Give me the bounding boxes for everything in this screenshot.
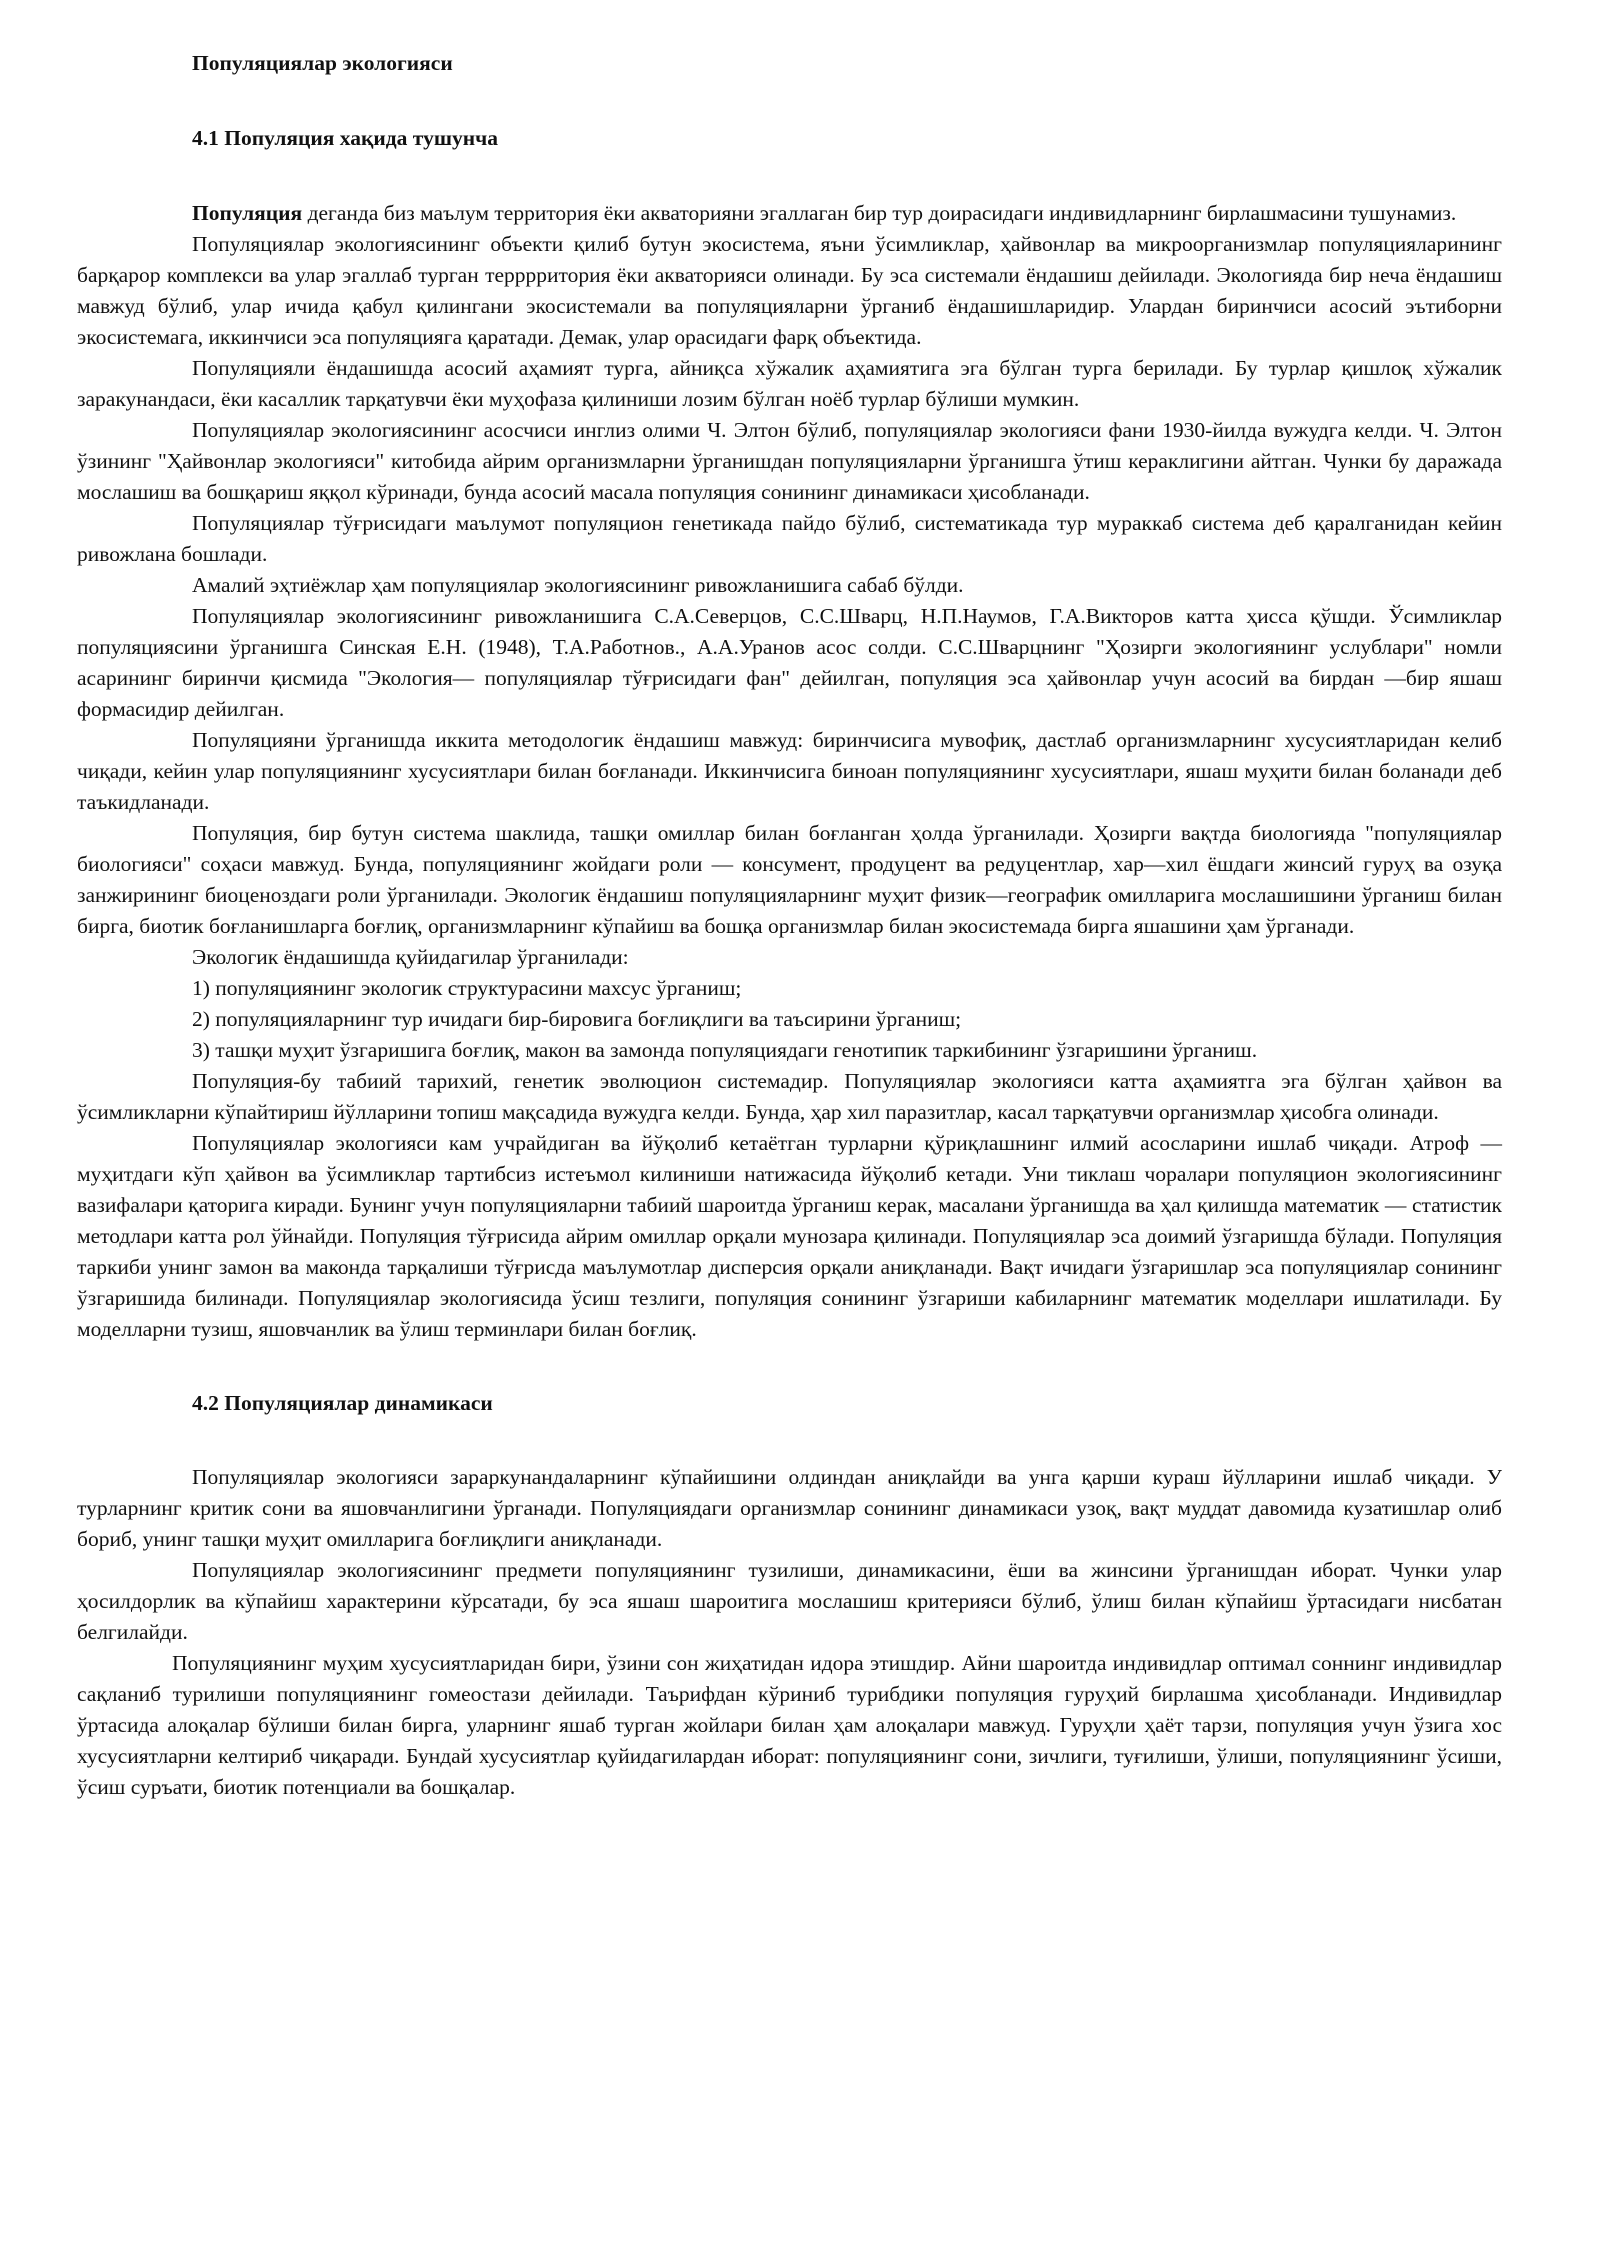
paragraph: Популяциялар экологиясининг ривожланишига С.А.Северцов, С.С.Шварц, Н.П.Наумов, Г.А.Викторов катта ҳисса қўшди. Ўсимликлар популяциясини ўрганишга Синская Е.Н. (1948), Т.А.Работнов., А.А.Уранов асос солди. С.С.Шварцнинг "Ҳозирги экологиянинг услублари" номли асарининг биринчи қисмида "Экология— популяциялар тўғрисидаги фан" дейилган, популяция эса ҳайвонлар учун асосий ва бирдан —бир яшаш формасидир дейилган. [77,604,1502,721]
paragraph: Популяцияли ёндашишда асосий аҳамият турга, айниқса хўжалик аҳамиятига эга бўлган турга берилади. Бу турлар қишлоқ хўжалик заракунандаси, ёки касаллик тарқатувчи ёки муҳофаза қилиниши лозим бўлган ноёб турлар бўлиши мумкин. [77,356,1502,411]
list-item: 2) популяцияларнинг тур ичидаги бир-бировига боғлиқлиги ва таъсирини ўрганиш; [192,1007,962,1031]
spacer [77,79,1502,123]
list-item: 1) популяциянинг экологик структурасини махсус ўрганиш; [192,976,742,1000]
paragraph: Популяция, бир бутун система шаклида, ташқи омиллар билан боғланган ҳолда ўрганилади. Ҳозирги вақтда биологияда "популяциялар биологияси" соҳаси мавжуд. Бунда, популяциянинг жойдаги роли — консумент, продуцент ва редуцентлар, хар—хил ёшдаги жинсий гуруҳ ва озуқа занжирининг биоценоздаги роли ўрганилади. Экологик ёндашиш популяцияларнинг муҳит физик—географик омилларига мослашишини ўрганиш билан бирга, биотик боғланишларга боғлиқ, организмларнинг кўпайиш ва бошқа организмлар билан экосистемада бирга яшашини ҳам ўрганади. [77,821,1502,938]
document-title: Популяциялар экологияси [192,51,453,75]
spacer [77,1419,1502,1462]
spacer [77,1345,1502,1388]
list-item: 3) ташқи муҳит ўзгаришига боғлиқ, макон ва замонда популяциядаги генотипик таркибининг ўзгаришини ўрганиш. [192,1038,1258,1062]
paragraph: Популяциялар тўғрисидаги маълумот популяцион генетикада пайдо бўлиб, систематикада тур мураккаб система деб қаралганидан кейин ривожлана бошлади. [77,511,1502,566]
spacer [77,154,1502,198]
paragraph: Популяцияни ўрганишда иккита методологик ёндашиш мавжуд: биринчисига мувофиқ, дастлаб организмларнинг хусусиятларидан келиб чиқади, кейин улар популяциянинг хусусиятлари билан боғланади. Иккинчисига биноан популяциянинг хусусиятлари, яшаш муҳити билан боланади деб таъкидланади. [77,728,1502,814]
paragraph: Популяциялар экологияси кам учрайдиган ва йўқолиб кетаётган турларни қўриқлашнинг илмий асосларини ишлаб чиқади. Атроф — муҳитдаги кўп ҳайвон ва ўсимликлар тартибсиз истеъмол килиниши натижасида йўқолиб кетади. Уни тиклаш чоралари популяцион экологиясининг вазифалари қаторига киради. Бунинг учун популяцияларни табиий шароитда ўрганиш керак, масалани ўрганишда ва ҳал қилишда математик — статистик методлари катта рол ўйнайди. Популяция тўғрисида айрим омиллар орқали мунозара қилинади. Популяциялар эса доимий ўзгаришда бўлади. Популяция таркиби унинг замон ва маконда тарқалиши тўғрисда маълумотлар дисперсия орқали аниқланади. Вақт ичидаги ўзгаришлар эса популяциялар сонининг ўзгаришида билинади. Популяциялар экологиясида ўсиш тезлиги, популяция сонининг ўзгариши кабиларнинг математик моделлари ишлатилади. Бу моделларни тузиш, яшовчанлик ва ўлиш терминлари билан боғлиқ. [77,1131,1502,1341]
paragraph: Популяция-бу табиий тарихий, генетик эволюцион системадир. Популяциялар экологияси катта аҳамиятга эга бўлган ҳайвон ва ўсимликларни кўпайтириш йўлларини топиш мақсадида вужудга келди. Бунда, ҳар хил паразитлар, касал тарқатувчи организмлар ҳисобга олинади. [77,1069,1502,1124]
paragraph: Популяциялар экологияси зараркунандаларнинг кўпайишини олдиндан аниқлайди ва унга қарши кураш йўлларини ишлаб чиқади. У турларнинг критик сони ва яшовчанлигини ўрганади. Популяциядаги организмлар сонининг динамикаси узоқ, вақт муддат давомида кузатишлар олиб бориб, унинг ташқи муҳит омилларига боғлиқлиги аниқланади. [77,1465,1502,1551]
paragraph: Популяциялар экологиясининг предмети популяциянинг тузилиши, динамикасини, ёши ва жинсини ўрганишдан иборат. Чунки улар ҳосилдорлик ва кўпайиш характерини кўрсатади, бу эса яшаш шароитига мослашиш критерияси бўлиб, ўлиш билан кўпайиш ўртасидаги нисбатан белгилайди. [77,1558,1502,1644]
paragraph: Экологик ёндашишда қуйидагилар ўрганилади: [192,945,629,969]
section-2-heading: 4.2 Популяциялар динамикаси [192,1391,493,1415]
paragraph: Популяциянинг муҳим хусусиятларидан бири, ўзини сон жиҳатидан идора этишдир. Айни шароитда индивидлар оптимал соннинг индивидлар сақланиб турилиши популяциянинг гомеостази дейилади. Таърифдан кўриниб турибдики популяция гуруҳий бирлашма ҳисобланади. Индивидлар ўртасида алоқалар бўлиши билан бирга, уларнинг яшаб турган жойлари билан ҳам алоқалари мавжуд. Гуруҳли ҳаёт тарзи, популяция учун ўзига хос хусусиятларни келтириб чиқаради. Бундай хусусиятлар қуйидагилардан иборат: популяциянинг сони, зичлиги, туғилиши, ўлиши, популяциянинг ўсиши, ўсиш суръати, биотик потенциали ва бошқалар. [77,1651,1502,1799]
paragraph-definition [77,198,1502,229]
paragraph: Популяциялар экологиясининг объекти қилиб бутун экосистема, яъни ўсимликлар, ҳайвонлар ва микроорганизмлар популяцияларининг барқарор комплекси ва улар эгаллаб турган терррритория ёки акваторияси олинади. Бу эса системали ёндашиш дейилади. Экологияда бир неча ёндашиш мавжуд бўлиб, улар ичида қабул қилингани экосистемали ва популяцияларни ўрганиб ёндашишларидир. Улардан биринчиси асосий эътиборни экосистемага, иккинчиси эса популяцияга қаратади. Демак, улар орасидаги фарқ объектида. [77,232,1502,349]
paragraph: Амалий эҳтиёжлар ҳам популяциялар экологиясининг ривожланишига сабаб бўлди. [192,573,964,597]
defined-term: Популяция [192,201,303,225]
paragraph: Популяциялар экологиясининг асосчиси инглиз олими Ч. Элтон бўлиб, популяциялар экологияси фани 1930-йилда вужудга келди. Ч. Элтон ўзининг "Ҳайвонлар экологияси" китобида айрим организмларни ўрганишдан популяцияларни ўрганишга ўтиш кераклигини айтган. Чунки бу даражада мослашиш ва бошқариш яққол кўринади, бунда асосий масала популяция сонининг динамикаси ҳисобланади. [77,418,1502,504]
document-page [77,48,1502,1803]
section-1-heading: 4.1 Популяция хақида тушунча [192,126,498,150]
definition-text: деганда биз маълум территория ёки акваторияни эгаллаган бир тур доирасидаги индивидларнинг бирлашмасини тушунамиз. [302,201,1457,225]
